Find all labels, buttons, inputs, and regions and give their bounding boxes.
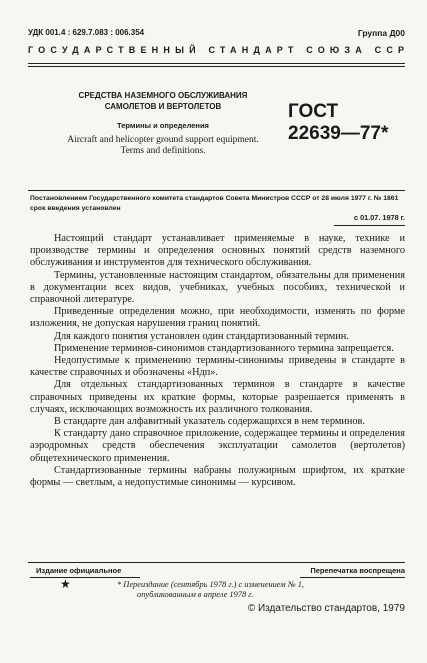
paragraph: К стандарту дано справочное приложение, содержащее термины и определения аэродромных средств обеспечения эксплуатации самолетов (вертолетов) общетехнического применения.	[30, 428, 405, 464]
header-row	[28, 28, 405, 40]
reissue-line-1: * Переиздание (сентябрь 1978 г.) с изменением № 1,	[117, 580, 305, 589]
introduction-date: с 01.07. 1978 г.	[354, 213, 405, 222]
title-main-line-2: САМОЛЕТОВ И ВЕРТОЛЕТОВ	[104, 102, 222, 111]
official-edition-label: Издание официальное	[36, 566, 122, 575]
title-english-line-2: Terms and definitions.	[120, 146, 206, 156]
decree-text: Постановлением Государственного комитета стандартов Совета Министров СССР от 28 июля 1977 г. № 1861 срок введения установлен	[30, 195, 399, 212]
paragraph: Применение терминов-синонимов стандартизованного термина запрещается.	[54, 342, 394, 354]
paragraph: В стандарте дан алфавитный указатель содержащихся в нем терминов.	[54, 416, 365, 428]
date-rule	[334, 225, 405, 226]
footer-underline-left	[30, 577, 140, 578]
title-main-line-1: СРЕДСТВА НАЗЕМНОГО ОБСЛУЖИВАНИЯ	[78, 91, 248, 100]
title-subtitle: Термины и определения	[117, 121, 209, 130]
reprint-notice: Перепечатка воспрещена	[310, 566, 405, 575]
decree-rule	[28, 190, 405, 191]
paragraph: Для каждого понятия установлен один стандартизованный термин.	[54, 330, 349, 342]
header-rule	[28, 63, 405, 64]
standard-title: ГОСУДАРСТВЕННЫЙ СТАНДАРТ СОЮЗА ССР	[28, 45, 410, 55]
group-code: Группа Д00	[357, 28, 405, 38]
star-icon: ★	[60, 577, 71, 591]
title-english-line-1: Aircraft and helicopter ground support equipment.	[67, 135, 259, 145]
paragraph: Недопустимые к применению термины-синонимы приведены в стандарте в качестве справочных и обозначены «Ндп».	[30, 355, 405, 379]
udk-code: УДК 001.4 : 629.7.083 : 006.354	[28, 28, 145, 37]
footer-underline-right	[300, 577, 405, 578]
copyright: © Издательство стандартов, 1979	[247, 603, 405, 614]
gost-designation	[288, 101, 388, 145]
paragraph: Термины, установленные настоящим стандартом, обязательны для применения в документации всех видов, учебниках, учебных пособиях, технической и справочной литературе.	[30, 269, 405, 306]
gost-number: 22639—77*	[288, 123, 389, 144]
reissue-note	[117, 580, 357, 600]
paragraph: Настоящий стандарт устанавливает применяемые в науке, технике и производстве термины и определения основных понятий средств наземного обслуживания и инструментов для технического обслуживания.	[30, 233, 405, 269]
paragraph: Для отдельных стандартизованных терминов в стандарте в качестве справочных приведены их краткие формы, которые разрешается применять в случаях, исключающих возможность их различного толкования.	[30, 379, 405, 415]
header-rule-thin	[28, 66, 405, 67]
paragraph: Приведенные определения можно, при необходимости, изменять по форме изложения, не допуская нарушения границ понятий.	[30, 306, 405, 330]
footer-rule	[28, 562, 405, 563]
reissue-line-2: опубликованным в апреле 1978 г.	[137, 590, 254, 599]
gost-label: ГОСТ	[288, 101, 339, 122]
body-text	[30, 233, 405, 489]
title-block	[28, 90, 298, 157]
paragraph: Стандартизованные термины набраны полужирным шрифтом, их краткие формы — светлым, а недопустимые синонимы — курсивом.	[30, 464, 405, 489]
